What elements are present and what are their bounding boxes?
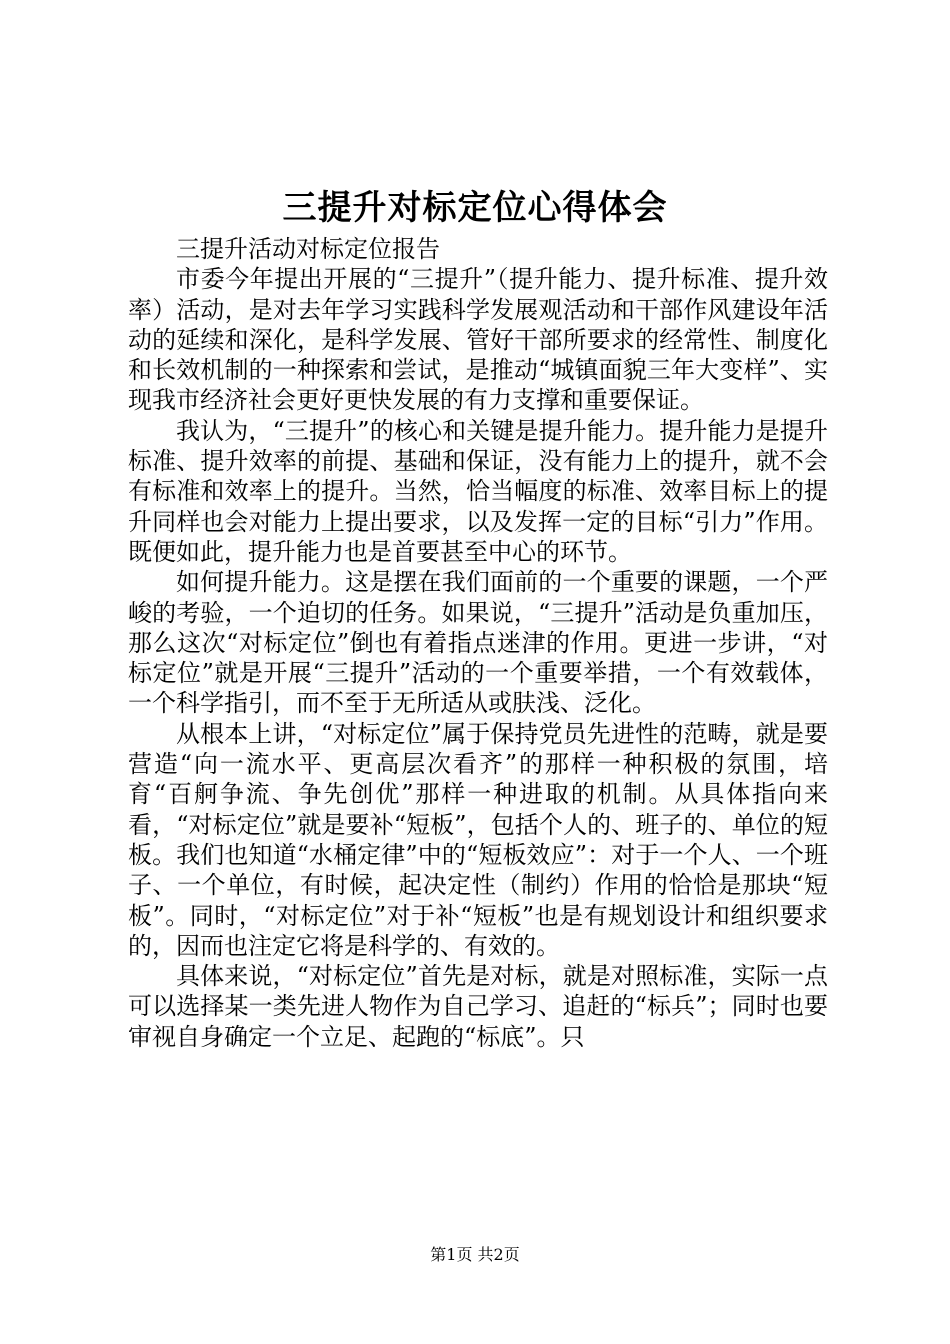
- page-footer: 第1页 共2页: [430, 1245, 520, 1264]
- paragraph: 市委今年提出开展的“三提升”（提升能力、提升标准、提升效率）活动，是对去年学习实践科学发展观活动和干部作风建设年活动的延续和深化，是科学发展、管好干部所要求的经常性、制度化和长效机制的一种探索和尝试，是推动“城镇面貌三年大变样”、实现我市经济社会更好更快发展的有力支撑和重要保证。: [128, 265, 828, 415]
- document-title: 三提升对标定位心得体会: [282, 188, 668, 228]
- paragraph: 我认为，“三提升”的核心和关键是提升能力。提升能力是提升标准、提升效率的前提、基础和保证，没有能力上的提升，就不会有标准和效率上的提升。当然，恰当幅度的标准、效率目标上的提升同样也会对能力上提出要求，以及发挥一定的目标“引力”作用。既便如此，提升能力也是首要甚至中心的环节。: [128, 416, 828, 566]
- paragraph: 从根本上讲，“对标定位”属于保持党员先进性的范畴，就是要营造“向一流水平、更高层次看齐”的那样一种积极的氛围，培育“百舸争流、争先创优”那样一种进取的机制。从具体指向来看，“对标定位”就是要补“短板”，包括个人的、班子的、单位的短板。我们也知道“水桶定律”中的“短板效应”：对于一个人、一个班子、一个单位，有时候，起决定性（制约）作用的恰恰是那块“短板”。同时，“对标定位”对于补“短板”也是有规划设计和组织要求的，因而也注定它将是科学的、有效的。: [128, 719, 828, 960]
- paragraph-subtitle: 三提升活动对标定位报告: [176, 235, 440, 263]
- document-body: [128, 234, 828, 1052]
- paragraph: 具体来说，“对标定位”首先是对标，就是对照标准，实际一点可以选择某一类先进人物作为自己学习、追赶的“标兵”；同时也要审视自身确定一个立足、起跑的“标底”。只: [128, 962, 828, 1051]
- paragraph: 如何提升能力。这是摆在我们面前的一个重要的课题，一个严峻的考验，一个迫切的任务。如果说，“三提升”活动是负重加压，那么这次“对标定位”倒也有着指点迷津的作用。更进一步讲，“对标定位”就是开展“三提升”活动的一个重要举措，一个有效载体，一个科学指引，而不至于无所适从或肤浅、泛化。: [128, 568, 828, 718]
